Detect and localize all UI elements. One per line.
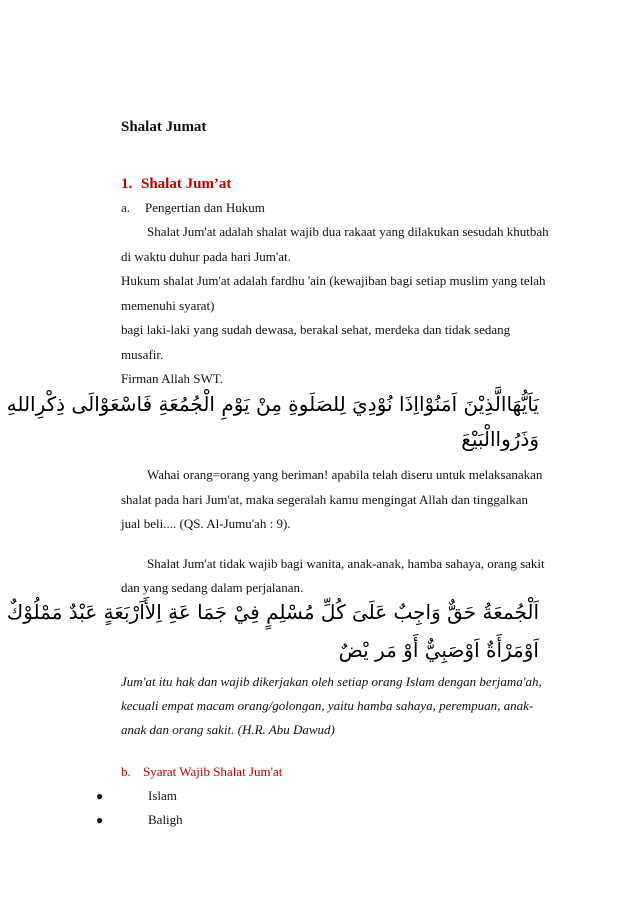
paragraph-line: Shalat Jum'at adalah shalat wajib dua rakaat yang dilakukan sesudah khutbah — [147, 224, 549, 239]
hadith-translation-line: kecuali empat macam orang/golongan, yaitu hamba sahaya, perempuan, anak- — [121, 698, 534, 713]
section-heading-1 — [121, 176, 231, 193]
paragraph-line: memenuhi syarat) — [121, 298, 215, 313]
arabic-verse-line: وَذَرُواالْبَيْعَ — [461, 427, 539, 451]
paragraph-line: dan yang sedang dalam perjalanan. — [121, 580, 304, 595]
subsection-title: Pengertian dan Hukum — [145, 200, 265, 215]
list-item-text: Baligh — [148, 812, 183, 827]
paragraph-line: Shalat Jum'at tidak wajib bagi wanita, anak-anak, hamba sahaya, orang sakit — [147, 556, 545, 571]
translation-line: jual beli.... (QS. Al-Jumu'ah : 9). — [121, 516, 291, 531]
list-item-text: Islam — [148, 788, 177, 803]
paragraph-line: bagi laki-laki yang sudah dewasa, berakal sehat, merdeka dan tidak sedang — [121, 322, 511, 337]
paragraph-line: Hukum shalat Jum'at adalah fardhu 'ain (kewajiban bagi setiap muslim yang telah — [121, 273, 546, 288]
subsection-heading-b — [121, 764, 282, 780]
subsection-letter: a. — [121, 200, 131, 215]
arabic-hadith-line: اَوْمَرْأَةٌ اَوْصَبِيٌّ أَوْ مَر يْضٌ — [338, 638, 539, 662]
subsection-letter: b. — [121, 764, 131, 779]
bullet-icon: ● — [96, 813, 104, 827]
list-item — [96, 812, 183, 828]
list-item — [96, 788, 177, 804]
paragraph-line: di waktu duhur pada hari Jum'at. — [121, 249, 291, 264]
translation-line: Wahai orang=orang yang beriman! apabila telah diseru untuk melaksanakan — [147, 467, 543, 482]
hadith-translation-line: anak dan orang sakit. (H.R. Abu Dawud) — [121, 722, 335, 737]
bullet-icon: ● — [96, 789, 104, 803]
subsection-title: Syarat Wajib Shalat Jum'at — [143, 764, 283, 779]
arabic-verse-line: يَاَيُّهَاالَّذِيْنَ اَمَنُوْااِذَا نُوْدِيَ لِلصَلَوةِ مِنْ يَوْمِ الْجُمُعَةِ فَاسْعَوْالَى ذِكْرِاللهِ — [6, 392, 539, 416]
hadith-translation-line: Jum'at itu hak dan wajib dikerjakan oleh setiap orang Islam dengan berjama'ah, — [121, 674, 542, 689]
section-title: Shalat Jum’at — [141, 176, 232, 192]
translation-line: shalat pada hari Jum'at, maka segeralah kamu mengingat Allah dan tinggalkan — [121, 492, 529, 507]
subsection-heading-a — [121, 200, 265, 216]
arabic-hadith-line: اَلْجُمعَةُ حَقٌّ وَاجِبٌ عَلَىَ كُلِّ مُسْلِمٍ فِيْ جَمَا عَةِ اِلأَاَرْبَعَةٍ عَبْدٌ مَمْلُوْكٌ — [6, 600, 539, 624]
paragraph-line: musafir. — [121, 347, 164, 362]
document-title: Shalat Jumat — [121, 119, 207, 135]
section-number: 1. — [121, 176, 133, 192]
paragraph-line: Firman Allah SWT. — [121, 371, 223, 386]
